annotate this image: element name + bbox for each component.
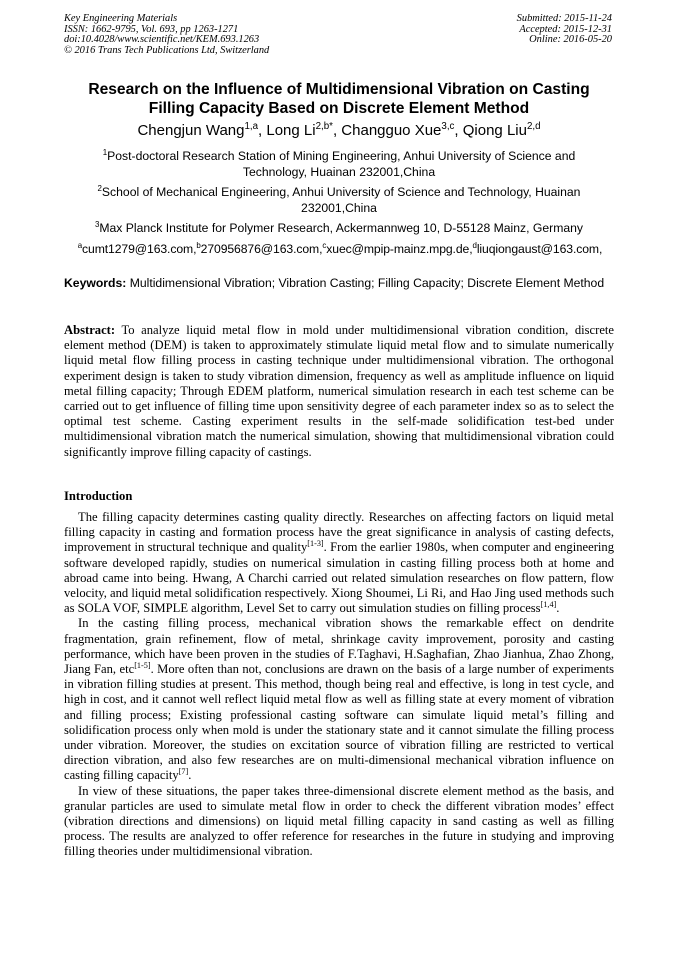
author-separator: , [258,122,267,139]
author-list [64,122,614,140]
intro-paragraph-1 [64,510,614,616]
keywords-label: Keywords: [64,276,127,290]
email-address: xuec@mpip-mainz.mpg.de, [326,242,473,256]
email-marker: a [77,240,83,250]
author-name: Long Li [266,122,316,139]
author-separator: , [454,122,463,139]
intro-paragraph-2 [64,616,614,783]
issn-line: ISSN: 1662-9795, Vol. 693, pp 1263-1271 [64,23,239,35]
paragraph-text: . [188,768,192,783]
affiliation-number: 2 [97,183,102,193]
abstract-label: Abstract: [64,323,116,337]
author-affiliation-marker: 1,a [244,121,259,132]
affiliation-number: 1 [102,147,108,157]
citation: [1-5] [134,660,151,670]
email-address: cumt1279@163.com, [82,242,197,256]
journal-name: Key Engineering Materials [64,13,178,24]
doi-line: doi:10.4028/www.scientific.net/KEM.693.1263 [64,34,260,46]
affiliation-1 [70,148,608,180]
email-marker: d [472,240,477,250]
keywords-section [64,276,614,291]
email-list [62,241,618,257]
abstract-text: To analyze liquid metal flow in mold under multidimensional vibration condition, discrete element method (DEM) is taken to approximately stimulate liquid metal flow and to simulate numerically liquid metal flow filling process in casting technique under multidimensional vibration. The orthogonal experiment design is taken to study vibration dimension, frequency as well as amplitude influence on liquid metal filling capacity; Through EDEM platform, numerical simulation research in each test scheme can be carried out to get influence of filling time upon sensitivity degree of each parameter index so as to select the optimal test scheme. Casting experiment results in the self-made solidification test-bed under multidimensional vibration match the numerical simulation, showing that multidimensional vibration could significantly improve filling capacity of castings. [64,323,615,459]
paragraph-text: The filling capacity determines casting quality directly. Researches on affecting factors on liquid metal filling capacity in casting and formation process have the great significance in analysis of casting defects, improvement in structural technique and quality [64,510,614,555]
author-separator: , [332,122,342,139]
author-affiliation-marker: 3,c [441,121,455,132]
author-name: Qiong Liu [462,122,527,139]
email-marker: c [322,240,327,250]
author-affiliation-marker: 2,b* [315,121,333,132]
paragraph-text: . From the earlier 1980s, when computer and engineering software developed rapidly, studies on numerical simulation in casting filling process both at home and abroad came into being. Hwang, A Charchi carried out related simulation researches on flow pattern, flow velocity, and liquid metal solidification respectively. Xiong Shoumei, Li Ri, and Hao Jing used methods such as SOLA VOF, SIMPLE algorithm, Level Set to carry out simulation studies on filling process [64,540,614,616]
affiliation-text: School of Mechanical Engineering, Anhui University of Science and Technology, Huainan 232001,China [101,185,581,215]
introduction-body [64,510,614,860]
citation: [1-3] [307,539,324,549]
paragraph-text: . More often than not, conclusions are drawn on the basis of a large number of experiments in vibration filling studies at present. This method, though being real and effective, is long in test cycle, and high in cost, and it cannot well reflect liquid metal flow as well as filling state at every moment of vibration and filling process; Existing professional casting software can simulate liquid metal’s filling and solidification process only when mold is under the stationary state and it cannot simulate the filling process under vibration. Moreover, the studies on excitation source of vibration filling are restricted to vertical direction vibration, and also few researches are on multi-dimensional mechanical vibration influence on casting filling capacity [64,662,614,783]
email-address: liuqiongaust@163.com, [476,242,603,256]
citation: [7] [178,767,189,777]
author-name: Chengjun Wang [137,122,245,139]
abstract-section [64,323,614,460]
affiliation-3 [70,220,608,236]
email-address: 270956876@163.com, [200,242,323,256]
author-name: Changguo Xue [341,122,442,139]
title-line-2: Filling Capacity Based on Discrete Element Method [148,100,530,117]
affiliation-2 [70,184,608,216]
journal-header-right [517,14,612,46]
paper-title [64,80,614,118]
paragraph-text: In the casting filling process, mechanical vibration shows the remarkable effect on dendrite fragmentation, grain refinement, flow of metal, shrinkage cavity improvement, porosity and casting performance, which have been proven in the studies of F.Taghavi, H.Saghafian, Zhao Jianhua, Zhao Zhong, Jiang Fan, etc [64,616,614,677]
affiliation-number: 3 [94,219,100,229]
journal-header-left [64,14,269,56]
accepted-date: Accepted: 2015-12-31 [519,23,612,35]
keywords-text: Multidimensional Vibration; Vibration Casting; Filling Capacity; Discrete Element Method [129,276,605,290]
citation: [1,4] [540,600,557,610]
submitted-date: Submitted: 2015-11-24 [516,13,612,24]
affiliation-text: Post-doctoral Research Station of Mining Engineering, Anhui University of Science and Technology, Huainan 232001,China [107,149,576,179]
email-marker: b [196,240,201,250]
paragraph-text: . [556,601,560,616]
copyright-line: © 2016 Trans Tech Publications Ltd, Switzerland [64,44,270,56]
intro-paragraph-3: In view of these situations, the paper takes three-dimensional discrete element method as the basis, and granular particles are used to simulate metal flow in order to check the different vibration modes’ effect (vibration directions and dimensions) on liquid metal filling capacity in sand casting as well as filling process. The results are analyzed to offer reference for researches in the future in studying and improving filling theories under multidimensional vibration. [64,783,614,859]
author-affiliation-marker: 2,d [526,121,541,132]
online-date: Online: 2016-05-20 [529,34,612,46]
title-line-1: Research on the Influence of Multidimensional Vibration on Casting [88,81,590,98]
affiliation-text: Max Planck Institute for Polymer Research, Ackermannweg 10, D-55128 Mainz, Germany [99,221,584,235]
section-heading-introduction: Introduction [64,489,133,503]
